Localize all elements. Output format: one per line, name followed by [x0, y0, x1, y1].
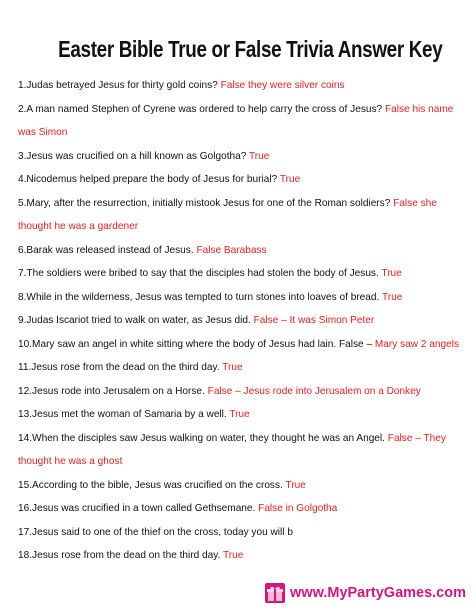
question-number: 3.	[18, 150, 27, 162]
question-text: Jesus rose from the dead on the third day.	[32, 550, 224, 561]
question-number: 15.	[18, 479, 33, 491]
answer-text: True	[223, 550, 244, 561]
answer-text: True	[248, 150, 270, 162]
answer-text: True	[381, 268, 402, 279]
question-item-13	[18, 403, 466, 427]
question-number: 1.	[18, 80, 27, 91]
question-item-11	[18, 356, 466, 380]
answer-text: True	[381, 291, 403, 303]
answer-text: True	[229, 409, 250, 420]
question-number: 14.	[18, 432, 33, 444]
question-item-16	[18, 497, 466, 521]
question-text: Judas Iscariot tried to walk on water, as Jesus did.	[26, 315, 254, 326]
answer-text: True	[222, 362, 243, 373]
question-text: The soldiers were bribed to say that the disciples had stolen the body of Jesus.	[26, 268, 382, 279]
question-text: Mary, after the resurrection, initially mistook Jesus for one of the Roman soldiers?	[26, 197, 394, 209]
question-item-4	[18, 168, 466, 192]
gift-icon	[264, 582, 286, 604]
question-item-3	[18, 145, 466, 169]
question-item-14	[18, 427, 466, 474]
question-number: 10.	[18, 338, 33, 350]
question-number: 18.	[18, 550, 33, 561]
answer-text: False – They thought he was a ghost	[18, 432, 446, 467]
answer-text: False she thought he was a gardener	[18, 197, 437, 232]
question-item-15	[18, 474, 466, 498]
question-text: Jesus was crucified in a town called Gethsemane.	[32, 503, 259, 514]
question-text: Barak was released instead of Jesus.	[26, 244, 197, 256]
answer-text: False in Golgotha	[258, 503, 338, 514]
answer-text: False – Jesus rode into Jerusalem on a Donkey	[207, 385, 421, 397]
question-number: 4.	[18, 174, 27, 185]
answer-text: True	[279, 174, 301, 185]
question-item-18	[18, 544, 466, 568]
question-item-5	[18, 192, 466, 239]
watermark-text: www.MyPartyGames.com	[290, 585, 466, 601]
answer-text: False they were silver coins	[220, 80, 345, 91]
answer-text: Mary saw 2 angels	[374, 338, 460, 350]
answer-text: False his name was Simon	[18, 103, 454, 138]
question-item-12	[18, 380, 466, 404]
question-item-2	[18, 98, 466, 145]
question-text: A man named Stephen of Cyrene was ordered to help carry the cross of Jesus?	[26, 103, 385, 115]
question-item-7	[18, 262, 466, 286]
question-text: While in the wilderness, Jesus was tempted to turn stones into loaves of bread.	[26, 291, 382, 303]
question-item-17	[18, 521, 466, 545]
answer-text: False – It was Simon Peter	[253, 315, 375, 326]
answer-text: True	[285, 479, 306, 491]
question-text: .Jesus said to one of the thief on the cross, today you will b	[29, 526, 293, 538]
question-text: Jesus was crucified on a hill known as Golgotha?	[26, 150, 249, 162]
question-item-8	[18, 286, 466, 310]
question-item-10	[18, 333, 466, 357]
question-number: 16.	[18, 503, 33, 514]
answer-text: False Barabass	[196, 244, 267, 256]
question-text: According to the bible, Jesus was crucified on the cross.	[32, 479, 286, 491]
question-item-6	[18, 239, 466, 263]
site-watermark	[260, 581, 466, 605]
question-text: Judas betrayed Jesus for thirty gold coins?	[26, 80, 221, 91]
question-number: 17	[18, 526, 30, 538]
question-number: 12.	[18, 385, 33, 397]
question-text: Jesus rode into Jerusalem on a Horse.	[32, 385, 208, 397]
question-text: Nicodemus helped prepare the body of Jesus for burial?	[26, 174, 280, 185]
question-number: 5.	[18, 197, 27, 209]
question-number: 6.	[18, 244, 27, 256]
question-text: Jesus met the woman of Samaria by a well.	[32, 409, 230, 420]
question-text: When the disciples saw Jesus walking on water, they thought he was an Angel.	[32, 432, 388, 444]
question-text: Mary saw an angel in white sitting where the body of Jesus had lain.	[32, 338, 339, 350]
question-number: 13.	[18, 409, 33, 420]
question-number: 11.	[18, 362, 32, 373]
answer-prefix: False –	[338, 338, 375, 350]
question-list	[18, 74, 466, 568]
question-item-9	[18, 309, 466, 333]
question-text: Jesus rose from the dead on the third day.	[31, 362, 223, 373]
page-title: Easter Bible True or False Trivia Answer Key	[58, 36, 443, 62]
question-number: 8.	[18, 291, 27, 303]
question-number: 9.	[18, 315, 27, 326]
question-item-1	[18, 74, 466, 98]
question-number: 2.	[18, 103, 27, 115]
question-number: 7.	[18, 268, 27, 279]
